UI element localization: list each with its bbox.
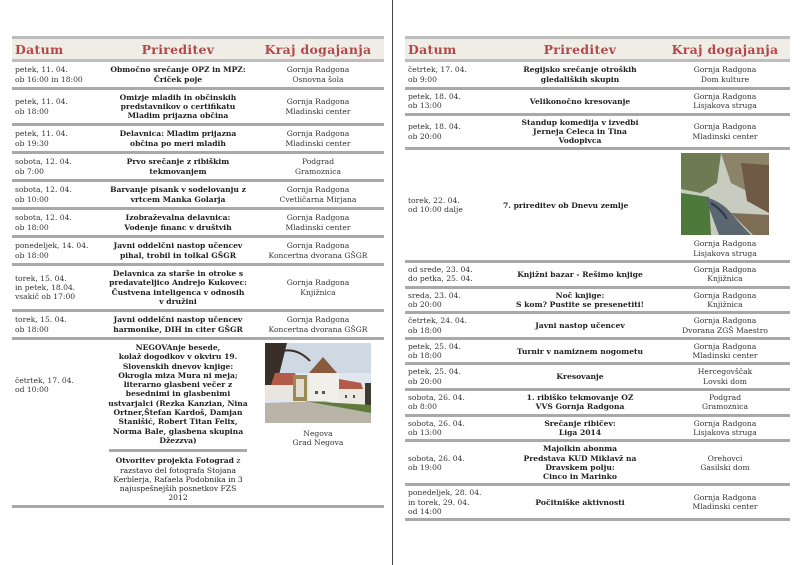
text-line: od 14:00	[408, 507, 442, 517]
events-table-left	[12, 36, 384, 508]
text-line: harmonike, DIH in citer GŠGR	[113, 324, 243, 334]
text-line: ponedeljek, 28. 04.	[408, 488, 482, 498]
text-line: občina po meri mladih	[130, 138, 226, 148]
event-date	[12, 61, 104, 89]
text-line: Predstava KUD Miklavž na	[523, 453, 637, 463]
text-line: Velikonočno kresovanje	[529, 96, 631, 106]
event-place	[660, 338, 790, 364]
table-row	[405, 390, 790, 416]
text-line: ob 8:00	[408, 402, 437, 412]
event-place	[252, 61, 384, 89]
text-line: Srečanje ribičev:	[544, 418, 616, 428]
text-line: Gornja Radgona	[286, 65, 350, 75]
text-line: vsakič ob 17:00	[15, 292, 76, 302]
event-place	[660, 149, 790, 262]
text-line: Gornja Radgona	[286, 185, 350, 195]
text-line: Barvanje pisank v sodelovanju z	[110, 185, 246, 195]
text-line: ob 20:00	[408, 131, 442, 141]
text-line: vrtcem Manka Golarja	[130, 194, 226, 204]
text-line: Izobraževalna delavnica:	[125, 213, 231, 223]
text-line: ob 19:30	[15, 138, 49, 148]
text-line: ob 16:00 in 18:00	[15, 74, 83, 84]
text-line: Gornja Radgona	[693, 92, 757, 101]
text-line: ob 18:00	[15, 222, 49, 232]
table-header	[405, 38, 790, 61]
text-line: sobota, 26. 04.	[408, 418, 465, 428]
river-photo	[681, 153, 769, 235]
event-place	[660, 287, 790, 313]
text-line: ob 20:00	[408, 376, 442, 386]
text-line: Mladinski center	[692, 351, 758, 361]
table-row	[12, 265, 384, 311]
text-fragment: z	[233, 456, 241, 466]
text-line: Slovenskih dnevov knjige:	[122, 361, 234, 371]
table-row	[405, 441, 790, 485]
event-title	[500, 338, 660, 364]
text-line: pihal, trobil in tolkal GŠGR	[119, 250, 237, 260]
text-line: sobota, 12. 04.	[15, 157, 72, 167]
text-line: Območno srečanje OPZ in MPZ:	[110, 65, 246, 75]
event-title	[500, 262, 660, 288]
text-line: Delavnica za starše in otroke s	[112, 268, 244, 278]
event-title	[104, 311, 252, 339]
text-line: Mladinski center	[285, 138, 351, 148]
text-line: Okrogla miza Mura ni meja;	[118, 370, 238, 380]
text-line: petek, 11. 04.	[15, 65, 68, 75]
event-date	[12, 209, 104, 237]
text-line: Regijsko srečanje otroških	[523, 65, 637, 75]
table-row	[12, 209, 384, 237]
event-date	[405, 313, 500, 339]
event-title	[104, 125, 252, 153]
text-line: torek, 22. 04.	[408, 195, 460, 205]
text-line: 1. ribiško tekmovanje OZ	[526, 393, 634, 403]
text-line: 7. prireditev ob Dnevu zemlje	[503, 200, 629, 210]
header-place: Kraj dogajanja	[252, 38, 384, 61]
text-line: Dvorana ZGŠ Maestro	[682, 325, 768, 335]
text-line: Čriček poje	[153, 74, 203, 84]
text-line: Dom kulture	[700, 74, 750, 84]
text-line: Cvetličarna Mirjana	[279, 194, 357, 204]
text-line: Kerblerja, Rafaela Podobnika in 3	[113, 474, 243, 484]
text-line: Gornja Radgona	[693, 239, 757, 249]
text-line	[107, 456, 249, 465]
text-line: v družini	[159, 296, 197, 306]
event-place	[660, 313, 790, 339]
event-place	[252, 181, 384, 209]
text-line: tekmovanjem	[149, 166, 207, 176]
text-line: razstavo del fotografa Stojana	[119, 465, 236, 475]
text-line: petek, 18. 04.	[408, 92, 461, 101]
text-line: Javni nastop učencev	[535, 320, 625, 330]
event-title	[104, 181, 252, 209]
text-line: Gornja Radgona	[693, 316, 757, 326]
text-line: ob 18:00	[15, 250, 49, 260]
text-line: besednimi in glasbenimi	[125, 389, 231, 399]
text-line: literarno glasbeni večer z	[123, 380, 233, 390]
text-line: Lisjakova struga	[693, 248, 757, 258]
text-line: petek, 11. 04.	[15, 97, 68, 107]
text-line: Čustvena inteligenca v odnosih	[111, 287, 245, 297]
text-line: sobota, 12. 04.	[15, 213, 72, 223]
event-date	[12, 339, 104, 507]
event-date	[12, 153, 104, 181]
event-title	[104, 209, 252, 237]
text-line: sobota, 26. 04.	[408, 393, 465, 403]
text-line: ob 18:00	[408, 325, 442, 335]
text-line: in petek, 18.04.	[15, 282, 76, 292]
event-place	[252, 125, 384, 153]
text-line: ob 19:00	[408, 462, 442, 472]
text-line: Vodopivca	[558, 136, 602, 146]
event-date	[405, 364, 500, 390]
text-line: gledaliških skupin	[540, 74, 620, 84]
left-page	[12, 36, 384, 508]
text-line: Norma Bale, glasbena skupina	[112, 426, 244, 436]
text-line: Omizje mladih in občinskih	[119, 92, 237, 102]
text-line: Liga 2014	[558, 427, 602, 437]
header-date: Datum	[12, 38, 104, 61]
text-line: od 10:00 dalje	[408, 205, 463, 215]
event-date	[12, 125, 104, 153]
text-line: Gornja Radgona	[286, 97, 350, 107]
text-line: Grad Negova	[292, 438, 344, 448]
text-line: Gornja Radgona	[693, 65, 757, 75]
text-line: četrtek, 17. 04.	[408, 65, 467, 75]
event-place	[252, 265, 384, 311]
text-line: petek, 25. 04.	[408, 367, 461, 377]
text-line: ob 10:00	[15, 194, 49, 204]
bold-text: Otvoritev projekta Fotograd	[115, 456, 234, 466]
text-line: Podgrad	[301, 157, 335, 167]
event-title	[500, 89, 660, 115]
event-date	[12, 237, 104, 265]
event-title	[500, 313, 660, 339]
text-line: predstavnikov o certifikatu	[120, 101, 236, 111]
table-row	[405, 149, 790, 262]
text-line: Džezzva)	[159, 435, 197, 445]
event-place	[660, 61, 790, 89]
event-place	[660, 485, 790, 520]
text-line: najuspešnejših posnetkov FZS	[119, 484, 237, 494]
event-title	[500, 441, 660, 485]
text-line: Gramoznica	[701, 402, 749, 412]
text-line: ob 13:00	[408, 101, 442, 111]
text-line: petek, 25. 04.	[408, 341, 461, 351]
text-line: Knjižnica	[300, 287, 336, 297]
event-place	[252, 237, 384, 265]
event-date	[405, 61, 500, 89]
text-line: Gornja Radgona	[693, 122, 757, 132]
text-line: do petka, 25. 04.	[408, 274, 473, 284]
text-line: Prvo srečanje z ribiškim	[126, 157, 230, 167]
text-line: Mladinski center	[285, 222, 351, 232]
table-row	[405, 313, 790, 339]
event-date	[405, 390, 500, 416]
castle-photo	[265, 343, 371, 423]
event-date	[405, 89, 500, 115]
text-line: Gasilski dom	[700, 462, 750, 472]
text-line: Javni oddelčni nastop učencev	[113, 241, 243, 251]
text-line: S kom? Pustite se presenetiti!	[516, 299, 644, 309]
text-line: Kresovanje	[556, 372, 604, 382]
table-row	[12, 181, 384, 209]
event-title	[500, 114, 660, 149]
text-line: Lisjakova struga	[693, 427, 757, 437]
event-title	[500, 149, 660, 262]
text-line: ob 20:00	[408, 299, 442, 309]
text-line: petek, 18. 04.	[408, 122, 461, 132]
event-title	[104, 153, 252, 181]
table-row	[405, 415, 790, 441]
table-header	[12, 38, 384, 61]
text-line: ob 18:00	[15, 106, 49, 116]
event-title	[500, 364, 660, 390]
table-row	[12, 153, 384, 181]
event-place	[252, 339, 384, 507]
text-line: ustvarjalci (Rezka Kanzian, Nina	[108, 398, 248, 408]
text-line: Ortner,Štefan Kardoš, Damjan	[113, 408, 243, 418]
text-line: četrtek, 24. 04.	[408, 316, 467, 326]
event-date	[12, 265, 104, 311]
text-line: Mladinski center	[692, 131, 758, 141]
text-line: predavateljico Andrejo Kukovec:	[109, 278, 247, 288]
table-row	[12, 89, 384, 125]
text-line: Gornja Radgona	[693, 265, 757, 275]
event-date	[405, 287, 500, 313]
text-line: Dravskem polju:	[545, 462, 615, 472]
text-line: Gornja Radgona	[286, 278, 350, 288]
text-line: ob 18:00	[408, 351, 442, 361]
header-event: Prireditev	[500, 38, 660, 61]
page-divider	[392, 0, 393, 565]
text-line: Podgrad	[708, 393, 742, 403]
event-date	[405, 262, 500, 288]
text-line: od srede, 23. 04.	[408, 265, 473, 275]
text-line: Hercegovščak	[697, 367, 753, 377]
event-date	[12, 311, 104, 339]
table-row	[405, 338, 790, 364]
text-line: Turnir v namiznem nogometu	[516, 346, 644, 356]
text-line: ob 18:00	[15, 324, 49, 334]
event-date	[12, 89, 104, 125]
event-title	[104, 265, 252, 311]
text-line: in torek, 29. 04.	[408, 497, 470, 507]
event-place	[660, 364, 790, 390]
text-line: Gornja Radgona	[286, 241, 350, 251]
text-line: Knjižni bazar - Rešimo knjige	[517, 269, 643, 279]
event-title	[104, 89, 252, 125]
event-date	[12, 181, 104, 209]
event-place	[660, 441, 790, 485]
event-title	[500, 415, 660, 441]
event-date	[405, 441, 500, 485]
table-row	[405, 262, 790, 288]
text-line: Počitniške aktivnosti	[535, 497, 625, 507]
text-line: Gornja Radgona	[693, 418, 757, 428]
event-place	[660, 89, 790, 115]
text-line: Mladinski center	[692, 502, 758, 512]
text-line: petek, 11. 04.	[15, 129, 68, 139]
text-line: Osnovna šola	[292, 74, 344, 84]
text-line: Orehovci	[707, 453, 743, 463]
text-line: sobota, 12. 04.	[15, 185, 72, 195]
text-line: Koncertna dvorana GŠGR	[268, 324, 368, 334]
text-line: ponedeljek, 14. 04.	[15, 241, 89, 251]
event-place	[660, 415, 790, 441]
table-row	[405, 287, 790, 313]
event-title	[500, 390, 660, 416]
text-line: Mladinski center	[285, 106, 351, 116]
text-line: torek, 15. 04.	[15, 273, 67, 283]
text-line: Vodenje financ v društvih	[124, 222, 232, 232]
event-place	[252, 311, 384, 339]
event-title	[104, 339, 252, 507]
table-row	[405, 485, 790, 520]
text-line: Delavnica: Mladim prijazna	[119, 129, 237, 139]
text-line: Gornja Radgona	[693, 290, 757, 300]
text-line: od 10:00	[15, 385, 49, 395]
text-line: Gornja Radgona	[286, 129, 350, 139]
text-line: sreda, 23. 04.	[408, 290, 461, 300]
event-title	[500, 61, 660, 89]
text-line: Negova	[303, 429, 333, 438]
text-line: Koncertna dvorana GŠGR	[268, 250, 368, 260]
table-row	[405, 114, 790, 149]
event-title	[104, 237, 252, 265]
text-line: Javni oddelčni nastop učencev	[113, 315, 243, 325]
event-place	[660, 390, 790, 416]
text-line: VVS Gornja Radgona	[535, 402, 625, 412]
event-place	[252, 209, 384, 237]
event-title	[104, 61, 252, 89]
text-line: Gornja Radgona	[693, 493, 757, 503]
text-line: sobota, 26. 04.	[408, 453, 465, 463]
text-line: Mladim prijazna občina	[127, 111, 229, 121]
table-row	[12, 311, 384, 339]
table-row	[12, 339, 384, 507]
text-line: ob 7:00	[15, 166, 44, 176]
event-place	[660, 262, 790, 288]
right-page	[405, 36, 790, 521]
table-row	[405, 364, 790, 390]
event-date	[405, 149, 500, 262]
text-line: Stanišić, Robert Titan Felix,	[118, 417, 238, 427]
header-place: Kraj dogajanja	[660, 38, 790, 61]
text-line: Jerneja Celeca in Tina	[533, 126, 627, 136]
text-line: NEGOVAnje besede,	[135, 343, 221, 352]
text-line: Cinco in Marinko	[543, 472, 617, 482]
text-line: Gramoznica	[294, 166, 342, 176]
table-row	[405, 89, 790, 115]
event-date	[405, 338, 500, 364]
text-line: ob 9:00	[408, 74, 437, 84]
event-date	[405, 485, 500, 520]
event-place	[252, 153, 384, 181]
event-title	[500, 485, 660, 520]
text-line: Knjižnica	[707, 299, 743, 309]
text-line: Noč knjige:	[555, 290, 605, 300]
text-line: torek, 15. 04.	[15, 315, 67, 325]
text-line: Gornja Radgona	[693, 341, 757, 351]
table-row	[405, 61, 790, 89]
text-line: Lisjakova struga	[693, 101, 757, 111]
event-place	[252, 89, 384, 125]
table-row	[12, 125, 384, 153]
text-line: kolaž dogodkov v okviru 19.	[118, 352, 238, 362]
event-date	[405, 114, 500, 149]
text-line: 2012	[168, 493, 188, 503]
table-row	[12, 237, 384, 265]
table-row	[12, 61, 384, 89]
inner-divider	[109, 449, 247, 452]
text-line: Knjižnica	[707, 274, 743, 284]
text-line: Standup komedija v izvedbi	[521, 117, 639, 127]
text-line: Gornja Radgona	[286, 213, 350, 223]
event-title	[500, 287, 660, 313]
text-line: Lovski dom	[703, 376, 747, 386]
event-place	[660, 114, 790, 149]
header-date: Datum	[405, 38, 500, 61]
events-table-right	[405, 36, 790, 521]
header-event: Prireditev	[104, 38, 252, 61]
text-line: Majolkin abonma	[542, 444, 618, 454]
event-date	[405, 415, 500, 441]
text-line: ob 13:00	[408, 427, 442, 437]
text-line: četrtek, 17. 04.	[15, 376, 74, 385]
text-line: Gornja Radgona	[286, 315, 350, 325]
